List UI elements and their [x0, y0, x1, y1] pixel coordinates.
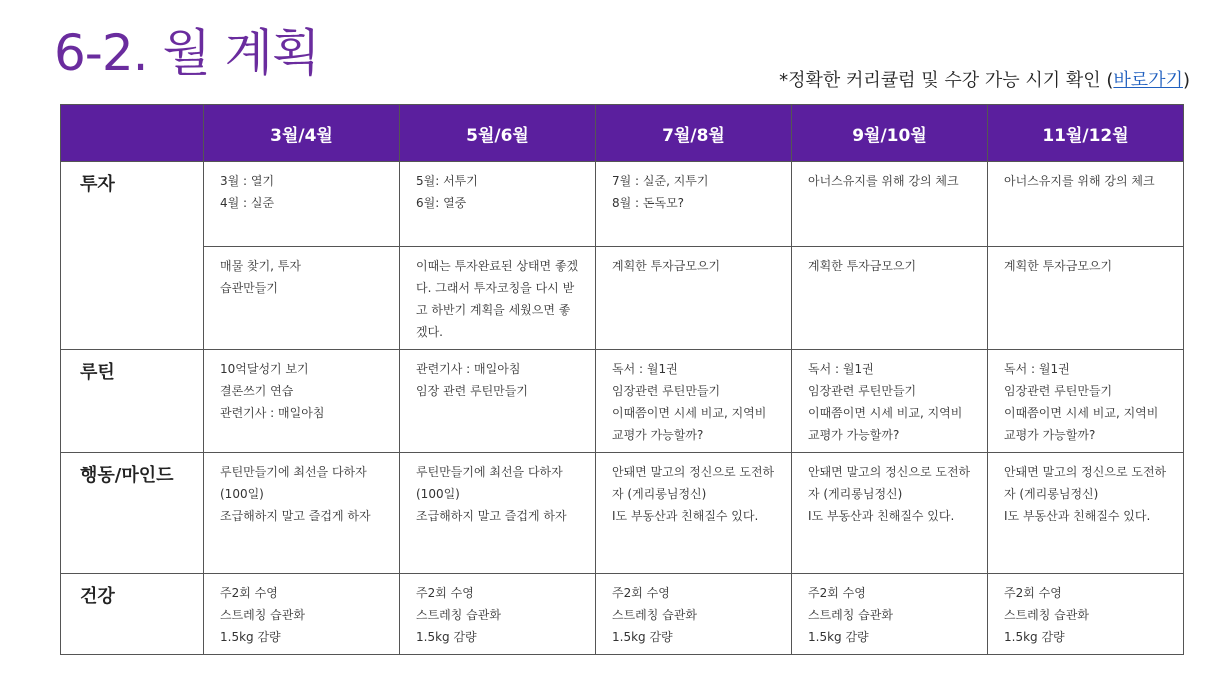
cell-line: 스트레칭 습관화 — [1004, 608, 1089, 622]
cell-line: 습관만들기 — [220, 281, 278, 295]
header-cell-mar-apr: 3월/4월 — [204, 105, 400, 162]
monthly-plan-table — [60, 104, 1184, 655]
header-cell-corner — [61, 105, 204, 162]
cell-line: (100일) — [416, 487, 460, 501]
cell-line: 1.5kg 감량 — [612, 630, 673, 644]
cell-line: 계획한 투자금모으기 — [612, 259, 721, 273]
table-cell — [596, 453, 792, 574]
cell-line: 교평가 가능할까? — [612, 428, 704, 442]
cell-line: 자 (게리롱님정신) — [808, 487, 903, 501]
cell-line: 이때는 투자완료된 상태면 좋겠 — [416, 259, 579, 273]
cell-line: 1.5kg 감량 — [1004, 630, 1065, 644]
cell-line: 자 (게리롱님정신) — [612, 487, 707, 501]
cell-line: 8월 : 돈독모? — [612, 196, 685, 210]
table-row — [61, 247, 1184, 350]
curriculum-note — [779, 66, 1190, 92]
table-cell — [400, 574, 596, 655]
go-link[interactable]: 바로가기 — [1113, 70, 1183, 91]
table-cell — [596, 247, 792, 350]
table-cell — [792, 574, 988, 655]
cell-line: 관련기사 : 매일아침 — [220, 406, 325, 420]
table-cell — [988, 574, 1184, 655]
cell-line: 6월: 열중 — [416, 196, 467, 210]
table-cell — [792, 350, 988, 453]
cell-line: 루틴만들기에 최선을 다하자 — [220, 465, 367, 479]
cell-line: 10억달성기 보기 — [220, 362, 309, 376]
row-category: 건강 — [61, 574, 204, 655]
cell-line: 독서 : 월1권 — [808, 362, 874, 376]
table-row — [61, 350, 1184, 453]
cell-line: 계획한 투자금모으기 — [808, 259, 917, 273]
table-cell — [792, 247, 988, 350]
cell-line: 이때쯤이면 시세 비교, 지역비 — [808, 406, 963, 420]
cell-line: 스트레칭 습관화 — [416, 608, 501, 622]
table-cell — [596, 574, 792, 655]
table-cell — [400, 350, 596, 453]
cell-line: 조급해하지 말고 즐겁게 하자 — [416, 509, 567, 523]
table-cell — [400, 453, 596, 574]
cell-line: 계획한 투자금모으기 — [1004, 259, 1113, 273]
cell-line: 안돼면 말고의 정신으로 도전하 — [1004, 465, 1167, 479]
cell-line: 루틴만들기에 최선을 다하자 — [416, 465, 563, 479]
cell-line: 1.5kg 감량 — [416, 630, 477, 644]
cell-line: 주2회 수영 — [612, 586, 670, 600]
header-cell-may-jun: 5월/6월 — [400, 105, 596, 162]
table-cell — [204, 453, 400, 574]
table-cell — [596, 162, 792, 247]
cell-line: 주2회 수영 — [808, 586, 866, 600]
cell-line: 조급해하지 말고 즐겁게 하자 — [220, 509, 371, 523]
note-text: *정확한 커리큘럼 및 수강 가능 시기 확인 ( — [779, 70, 1114, 91]
cell-line: 4월 : 실준 — [220, 196, 275, 210]
cell-line: 이때쯤이면 시세 비교, 지역비 — [612, 406, 767, 420]
cell-line: I도 부동산과 친해질수 있다. — [808, 509, 955, 523]
table-cell — [204, 350, 400, 453]
cell-line: 관련기사 : 매일아침 — [416, 362, 521, 376]
table-cell — [792, 453, 988, 574]
table-cell — [204, 247, 400, 350]
cell-line: I도 부동산과 친해질수 있다. — [612, 509, 759, 523]
page-title: 6-2. 월 계획 — [54, 24, 320, 82]
table-cell — [988, 453, 1184, 574]
cell-line: 임장관련 루틴만들기 — [1004, 384, 1113, 398]
table-row — [61, 453, 1184, 574]
header-row — [61, 105, 1184, 162]
cell-line: 5월: 서투기 — [416, 174, 478, 188]
note-suffix: ) — [1182, 70, 1190, 91]
cell-line: 스트레칭 습관화 — [220, 608, 305, 622]
table-row — [61, 162, 1184, 247]
cell-line: 3월 : 열기 — [220, 174, 275, 188]
table-cell — [792, 162, 988, 247]
cell-line: 안돼면 말고의 정신으로 도전하 — [808, 465, 971, 479]
cell-line: 다. 그래서 투자코칭을 다시 받 — [416, 281, 575, 295]
header-cell-nov-dec: 11월/12월 — [988, 105, 1184, 162]
cell-line: 임장관련 루틴만들기 — [612, 384, 721, 398]
cell-line: 안돼면 말고의 정신으로 도전하 — [612, 465, 775, 479]
cell-line: 독서 : 월1권 — [1004, 362, 1070, 376]
table-cell — [988, 350, 1184, 453]
cell-line: 아너스유지를 위해 강의 체크 — [1004, 174, 1155, 188]
cell-line: 주2회 수영 — [1004, 586, 1062, 600]
cell-line: 임장 관련 루틴만들기 — [416, 384, 528, 398]
row-category: 행동/마인드 — [61, 453, 204, 574]
cell-line: 결론쓰기 연습 — [220, 384, 294, 398]
cell-line: 교평가 가능할까? — [808, 428, 900, 442]
row-category: 루틴 — [61, 350, 204, 453]
table-cell — [400, 247, 596, 350]
cell-line: 교평가 가능할까? — [1004, 428, 1096, 442]
row-category: 투자 — [61, 162, 204, 350]
cell-line: 주2회 수영 — [416, 586, 474, 600]
cell-line: 주2회 수영 — [220, 586, 278, 600]
cell-line: 임장관련 루틴만들기 — [808, 384, 917, 398]
cell-line: 스트레칭 습관화 — [808, 608, 893, 622]
cell-line: 고 하반기 계획을 세웠으면 좋 — [416, 303, 571, 317]
cell-line: 1.5kg 감량 — [808, 630, 869, 644]
table-cell — [988, 247, 1184, 350]
cell-line: 스트레칭 습관화 — [612, 608, 697, 622]
cell-line: 이때쯤이면 시세 비교, 지역비 — [1004, 406, 1159, 420]
cell-line: 겠다. — [416, 325, 443, 339]
cell-line: I도 부동산과 친해질수 있다. — [1004, 509, 1151, 523]
table-cell — [204, 574, 400, 655]
cell-line: 매물 찾기, 투자 — [220, 259, 301, 273]
header-cell-jul-aug: 7월/8월 — [596, 105, 792, 162]
cell-line: 7월 : 실준, 지투기 — [612, 174, 709, 188]
table-cell — [988, 162, 1184, 247]
table-cell — [596, 350, 792, 453]
cell-line: 독서 : 월1권 — [612, 362, 678, 376]
cell-line: 1.5kg 감량 — [220, 630, 281, 644]
table-row — [61, 574, 1184, 655]
cell-line: (100일) — [220, 487, 264, 501]
table-cell — [204, 162, 400, 247]
cell-line: 아너스유지를 위해 강의 체크 — [808, 174, 959, 188]
cell-line: 자 (게리롱님정신) — [1004, 487, 1099, 501]
table-cell — [400, 162, 596, 247]
header-cell-sep-oct: 9월/10월 — [792, 105, 988, 162]
